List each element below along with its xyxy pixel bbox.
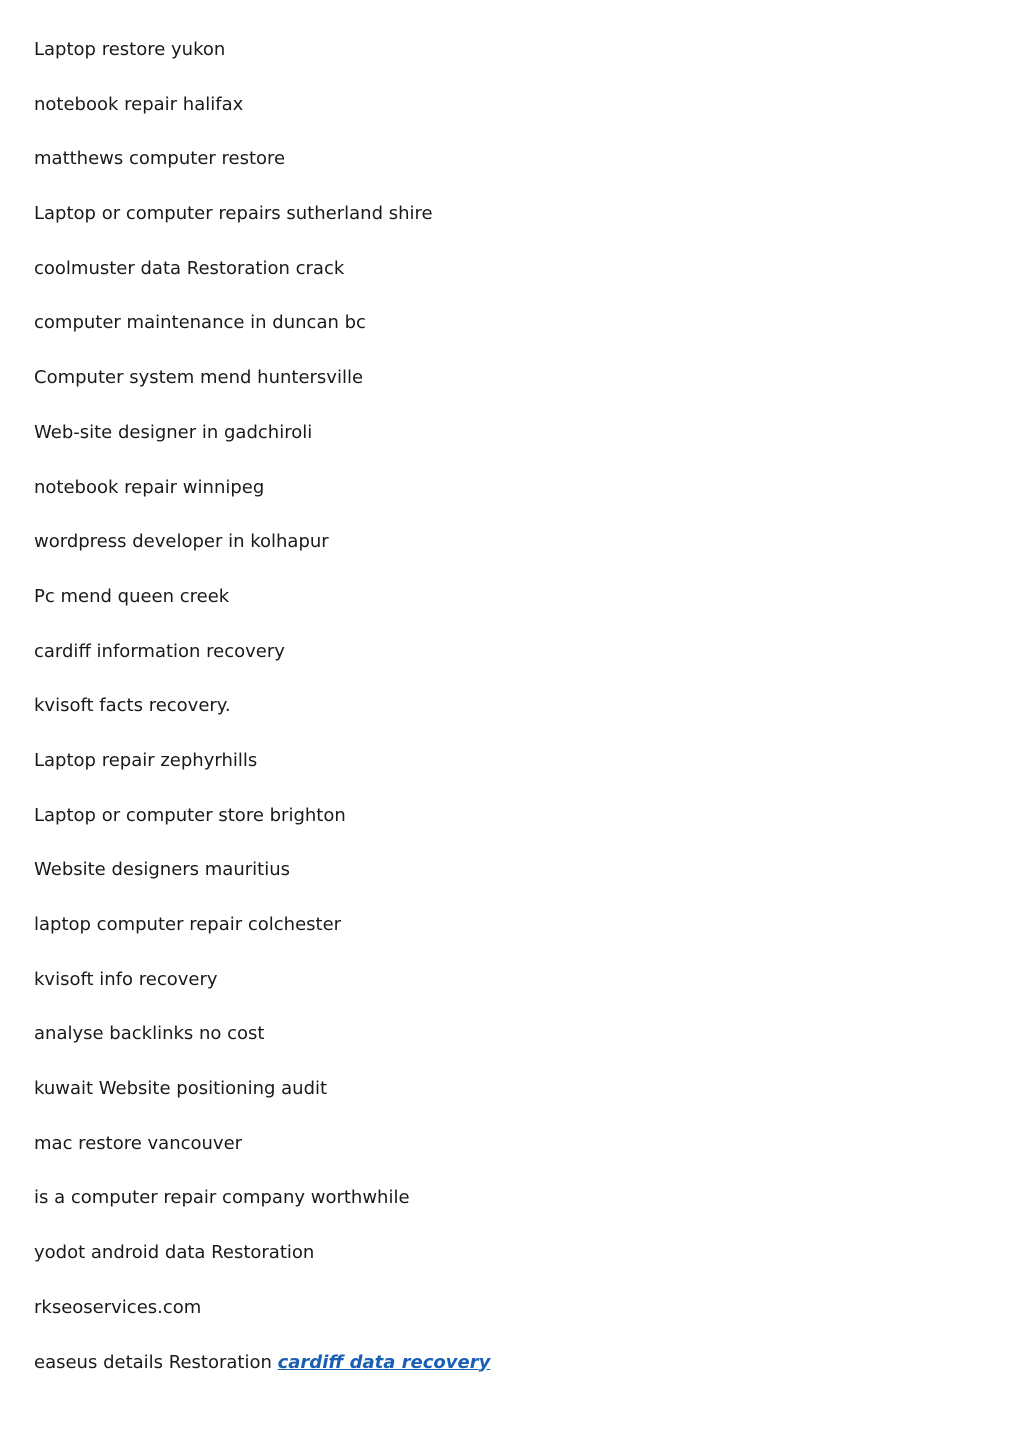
text-line-22: is a computer repair company worthwhile bbox=[34, 1187, 410, 1209]
text-line-12: cardiff information recovery bbox=[34, 640, 285, 662]
document-body bbox=[34, 36, 994, 1403]
text-line-4: Laptop or computer repairs sutherland shire bbox=[34, 203, 433, 225]
text-line-9: notebook repair winnipeg bbox=[34, 476, 265, 498]
text-line-11: Pc mend queen creek bbox=[34, 585, 230, 607]
text-line-1: Laptop restore yukon bbox=[34, 39, 226, 60]
text-line-10: wordpress developer in kolhapur bbox=[34, 531, 329, 553]
text-line-14: Laptop repair zephyrhills bbox=[34, 749, 258, 771]
text-line-24: rkseoservices.com bbox=[34, 1296, 202, 1318]
text-line-21: mac restore vancouver bbox=[34, 1132, 243, 1154]
text-line-20: kuwait Website positioning audit bbox=[34, 1078, 328, 1100]
text-line-17: laptop computer repair colchester bbox=[34, 914, 342, 935]
text-line-25 bbox=[34, 1349, 994, 1377]
text-line-19: analyse backlinks no cost bbox=[34, 1023, 265, 1045]
text-line-23: yodot android data Restoration bbox=[34, 1242, 315, 1264]
text-line-8: Web-site designer in gadchiroli bbox=[34, 421, 313, 443]
text-line-6: computer maintenance in duncan bc bbox=[34, 312, 366, 334]
text-line-15: Laptop or computer store brighton bbox=[34, 804, 346, 826]
text-line-16: Website designers mauritius bbox=[34, 859, 290, 881]
text-line-7: Computer system mend huntersville bbox=[34, 367, 364, 389]
text-line-2: notebook repair halifax bbox=[34, 93, 244, 115]
last-line-text: easeus details Restoration bbox=[34, 1351, 278, 1373]
text-line-18: kvisoft info recovery bbox=[34, 968, 218, 990]
text-line-5: coolmuster data Restoration crack bbox=[34, 257, 345, 279]
cardiff-data-recovery-link[interactable]: cardiff data recovery bbox=[277, 1351, 491, 1373]
text-line-13: kvisoft facts recovery. bbox=[34, 695, 231, 717]
text-line-3: matthews computer restore bbox=[34, 148, 286, 170]
